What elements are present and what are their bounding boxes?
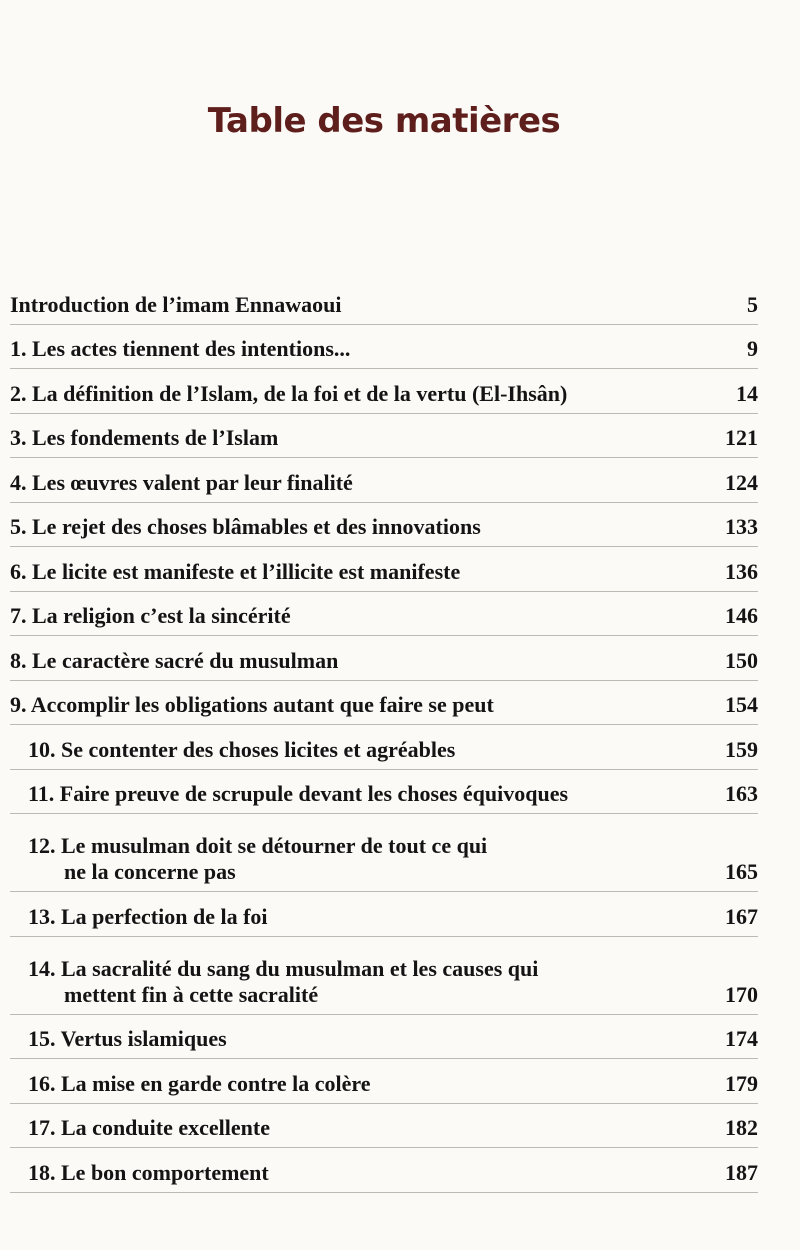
toc-entry-label: 11. Faire preuve de scrupule devant les choses équivoques <box>28 781 569 806</box>
toc-entry-17 <box>10 1104 758 1149</box>
toc-entry-2 <box>10 369 758 414</box>
toc-entry-15 <box>10 1015 758 1060</box>
toc-entry-label: 15. Vertus islamiques <box>28 1026 227 1051</box>
toc-entry-10 <box>10 725 758 770</box>
toc-entry-7 <box>10 592 758 637</box>
toc-entry-label-line1: 12. Le musulman doit se détourner de tout ce qui <box>28 833 488 858</box>
toc-entry-page: 121 <box>725 425 758 450</box>
toc-entry-page: 9 <box>747 336 758 361</box>
toc-entry-16 <box>10 1059 758 1104</box>
toc-entry-13 <box>10 892 758 937</box>
toc-entry-page: 146 <box>725 603 758 628</box>
toc-entry-label-line1: 14. La sacralité du sang du musulman et les causes qui <box>28 955 539 981</box>
toc-entry-14 <box>10 937 758 1015</box>
toc-entry-page: 124 <box>725 469 758 495</box>
toc-entry-label: 3. Les fondements de l’Islam <box>10 425 279 450</box>
toc-entry-page: 174 <box>725 1026 758 1051</box>
toc-entry-label: 8. Le caractère sacré du musulman <box>10 647 339 673</box>
toc-entry-label <box>28 956 538 1008</box>
toc-entry-label: 9. Accomplir les obligations autant que faire se peut <box>10 692 494 717</box>
toc-entry-6 <box>10 547 758 592</box>
toc-entry-page: 167 <box>725 903 758 929</box>
toc-entry-label-line2: mettent fin à cette sacralité <box>64 981 319 1007</box>
toc-entry-3 <box>10 414 758 459</box>
toc-entry-8 <box>10 636 758 681</box>
toc-entry-page: 159 <box>725 736 758 762</box>
toc-entry-12 <box>10 814 758 892</box>
toc-entry-label: 18. Le bon comportement <box>28 1159 269 1185</box>
toc-entry-18 <box>10 1148 758 1193</box>
toc-entry-label: 10. Se contenter des choses licites et agréables <box>28 736 456 762</box>
toc-entry-1 <box>10 325 758 370</box>
toc-entry-page: 154 <box>725 692 758 717</box>
toc-entry-label: 2. La définition de l’Islam, de la foi et de la vertu (El-Ihsân) <box>10 380 568 406</box>
toc-entry-4 <box>10 458 758 503</box>
toc-entry-page: 187 <box>725 1159 758 1185</box>
table-of-contents <box>10 280 758 1193</box>
toc-entry-label-line2: ne la concerne pas <box>64 859 236 884</box>
page-title: Table des matières <box>207 100 561 141</box>
toc-entry-page: 165 <box>725 859 758 884</box>
toc-entry-9 <box>10 681 758 726</box>
toc-entry-page: 150 <box>725 647 758 673</box>
toc-entry-label: 1. Les actes tiennent des intentions... <box>10 336 351 361</box>
toc-entry-label: Introduction de l’imam Ennawaoui <box>10 291 342 317</box>
toc-entry-page: 182 <box>725 1115 758 1140</box>
toc-entry-page: 163 <box>725 781 758 806</box>
toc-entry-page: 179 <box>725 1070 758 1096</box>
toc-entry-page: 170 <box>725 981 758 1007</box>
toc-entry-page: 14 <box>736 380 758 406</box>
toc-entry-label: 4. Les œuvres valent par leur finalité <box>10 469 353 495</box>
toc-entry-page: 136 <box>725 558 758 584</box>
toc-entry-label: 7. La religion c’est la sincérité <box>10 603 291 628</box>
toc-entry-label: 13. La perfection de la foi <box>28 903 268 929</box>
toc-entry-5 <box>10 503 758 548</box>
toc-entry-label <box>28 833 487 885</box>
toc-entry-label: 17. La conduite excellente <box>28 1115 270 1140</box>
toc-entry-page: 133 <box>725 514 758 539</box>
toc-entry-11 <box>10 770 758 815</box>
toc-entry-label: 5. Le rejet des choses blâmables et des innovations <box>10 514 481 539</box>
toc-entry-introduction <box>10 280 758 325</box>
toc-entry-label: 16. La mise en garde contre la colère <box>28 1070 371 1096</box>
toc-entry-page: 5 <box>747 291 758 317</box>
toc-entry-label: 6. Le licite est manifeste et l’illicite est manifeste <box>10 558 461 584</box>
